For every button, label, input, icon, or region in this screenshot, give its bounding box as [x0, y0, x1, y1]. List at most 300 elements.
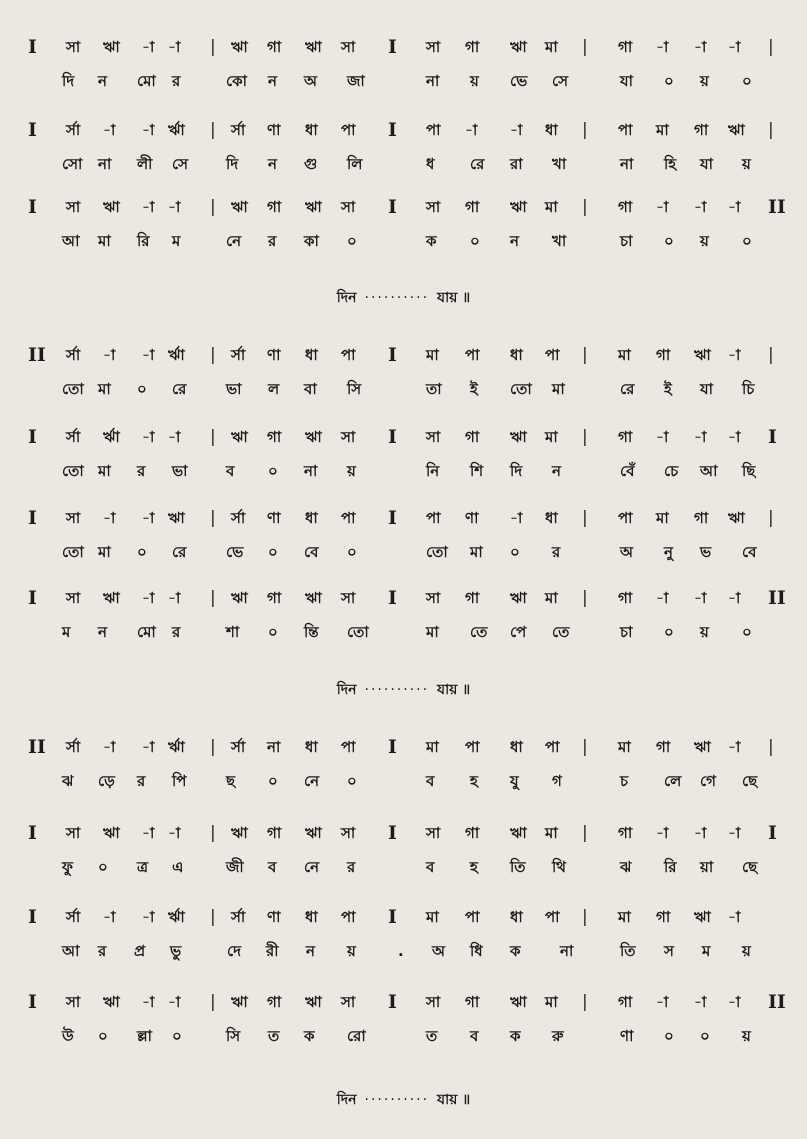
lyric-syllable: না [426, 72, 440, 90]
lyric-syllable: তি [510, 858, 526, 876]
lyric-syllable: নে [304, 772, 320, 790]
division-mark: | [582, 427, 588, 447]
note: সা [426, 824, 441, 842]
lyric-syllable: ক [304, 1027, 315, 1045]
lyric-syllable: ন [552, 462, 561, 480]
division-mark: | [210, 508, 216, 528]
lyric-syllable: র [347, 858, 356, 876]
lyric-syllable: য় [700, 623, 709, 641]
lyric-syllable: র [137, 462, 146, 480]
note: পা [465, 738, 480, 756]
double-barline-mark: II [28, 344, 46, 366]
lyric-syllable: চা [620, 232, 633, 250]
lyric-syllable: তা [426, 380, 442, 398]
lyric-syllable: গু [304, 155, 318, 173]
note: সা [341, 824, 356, 842]
lyric-syllable: ভা [172, 462, 188, 480]
lyric-syllable: রে [172, 543, 187, 561]
sustain-note: -া [103, 346, 116, 364]
lyric-syllable: ড়ে [98, 772, 115, 790]
note: গা [618, 198, 633, 216]
barline-mark: I [388, 991, 397, 1013]
lyric-syllable: সে [552, 72, 568, 90]
note: মা [545, 824, 558, 842]
lyric-syllable: ০ [268, 462, 278, 480]
lyric-syllable: সি [226, 1027, 241, 1045]
lyric-syllable: ধি [470, 942, 483, 960]
note: ণা [267, 908, 281, 926]
lyric-syllable: নে [226, 232, 242, 250]
lyric-syllable: আ [700, 462, 718, 480]
note: ণা [465, 509, 479, 527]
lyric-syllable: র [552, 543, 561, 561]
note: র্সা [231, 908, 246, 926]
note: ণা [267, 509, 281, 527]
note: সা [341, 198, 356, 216]
note: ঋা [103, 993, 120, 1011]
lyric-syllable: ভে [226, 543, 244, 561]
lyric-syllable: দি [62, 72, 75, 90]
division-mark: | [768, 737, 774, 757]
lyric-syllable: ০ [742, 623, 752, 641]
lyric-syllable: দে [227, 942, 241, 960]
lyric-syllable: রী [266, 942, 279, 960]
lyric-syllable: ০ [347, 772, 357, 790]
lyric-syllable: হি [664, 155, 677, 173]
lyric-syllable: ০ [470, 232, 480, 250]
note: মা [545, 993, 558, 1011]
lyric-syllable: ছে [742, 772, 758, 790]
lyric-syllable: ভা [226, 380, 242, 398]
note: গা [465, 589, 480, 607]
lyric-syllable: রে [172, 380, 187, 398]
note: মা [545, 428, 558, 446]
lyric-syllable: তো [62, 380, 84, 398]
lyric-syllable: অ [620, 543, 633, 561]
lyric-syllable: তো [426, 543, 448, 561]
note: সা [341, 993, 356, 1011]
lyric-syllable: ০ [664, 72, 674, 90]
lyric-syllable: নু [664, 543, 673, 561]
lyric-syllable: তি [620, 942, 636, 960]
note: গা [618, 993, 633, 1011]
barline-mark: I [28, 119, 37, 141]
sustain-note: -া [142, 509, 155, 527]
lyric-syllable: দি [226, 155, 239, 173]
note: সা [426, 38, 441, 56]
refrain-end: যায় ॥ [437, 1092, 471, 1108]
lyric-syllable: লী [137, 155, 153, 173]
sustain-note: -া [103, 738, 116, 756]
lyric-syllable: কো [226, 72, 247, 90]
lyric-syllable: ঝ [620, 858, 632, 876]
lyric-syllable: চে [664, 462, 679, 480]
note: ঋা [305, 589, 322, 607]
note: পা [341, 346, 356, 364]
lyric-syllable: য়া [700, 858, 714, 876]
note: ধা [305, 738, 318, 756]
barline-mark: I [28, 587, 37, 609]
lyric-syllable: ন্তি [304, 623, 319, 641]
sustain-note: -া [142, 738, 155, 756]
lyric-syllable: হ [470, 858, 478, 876]
lyric-line [0, 855, 807, 881]
note: ধা [510, 908, 523, 926]
notation-line [0, 425, 807, 451]
note: সা [341, 38, 356, 56]
barline-mark: I [388, 822, 397, 844]
division-mark: | [210, 197, 216, 217]
note: র্সা [66, 738, 81, 756]
lyric-syllable: ক [510, 942, 521, 960]
lyric-line [0, 540, 807, 566]
barline-mark: I [28, 822, 37, 844]
sustain-note: -া [103, 121, 116, 139]
division-mark: | [210, 345, 216, 365]
note: র্ঋা [168, 908, 185, 926]
lyric-syllable: ০ [347, 543, 357, 561]
refrain-line [0, 288, 807, 308]
note: র্সা [231, 738, 246, 756]
lyric-syllable: য় [347, 942, 356, 960]
lyric-syllable: ই [470, 380, 478, 398]
note: ঋা [728, 509, 745, 527]
note: ধা [545, 509, 558, 527]
lyric-syllable: দি [510, 462, 523, 480]
sustain-note: -া [656, 38, 669, 56]
lyric-syllable: ত্র [137, 858, 149, 876]
lyric-syllable: স [664, 942, 674, 960]
note: ঋা [305, 824, 322, 842]
refrain-end: যায় ॥ [437, 682, 471, 698]
sustain-note: -া [142, 428, 155, 446]
sustain-note: -া [728, 346, 741, 364]
lyric-syllable: র [98, 942, 107, 960]
lyric-syllable: ক [510, 1027, 521, 1045]
sustain-note: -া [142, 38, 155, 56]
lyric-syllable: বে [742, 543, 757, 561]
barline-mark: I [388, 906, 397, 928]
lyric-syllable: রা [510, 155, 523, 173]
note: গা [618, 428, 633, 446]
note: ঋা [510, 993, 527, 1011]
notation-line [0, 735, 807, 761]
note: ঋা [305, 428, 322, 446]
refrain-line [0, 1090, 807, 1110]
note: ধা [510, 346, 523, 364]
note: ঋা [168, 509, 185, 527]
lyric-syllable: ব [426, 858, 435, 876]
lyric-syllable: র [137, 772, 146, 790]
note: গা [465, 993, 480, 1011]
barline-mark: I [388, 736, 397, 758]
note: র্ঋা [168, 121, 185, 139]
lyric-syllable: ০ [98, 858, 108, 876]
note: ঋা [103, 589, 120, 607]
note: গা [267, 428, 282, 446]
lyric-syllable: ০ [510, 543, 520, 561]
lyric-syllable: আ [62, 942, 80, 960]
note: গা [694, 509, 709, 527]
note: ঋা [231, 38, 248, 56]
note: ঋা [103, 824, 120, 842]
division-mark: | [582, 345, 588, 365]
barline-mark: I [388, 36, 397, 58]
lyric-syllable: ছি [742, 462, 756, 480]
lyric-syllable: ন [268, 155, 277, 173]
refrain-start: দিন [336, 1092, 357, 1108]
note: গা [656, 908, 671, 926]
note: ঋা [510, 428, 527, 446]
lyric-line [0, 459, 807, 485]
division-mark: | [210, 737, 216, 757]
division-mark: | [210, 823, 216, 843]
note: মা [545, 198, 558, 216]
note: না [267, 738, 281, 756]
division-mark: | [768, 37, 774, 57]
lyric-syllable: বা [304, 380, 317, 398]
sustain-note: -া [728, 38, 741, 56]
note: গা [656, 738, 671, 756]
barline-mark: I [28, 426, 37, 448]
lyric-syllable: ন [98, 623, 107, 641]
lyric-syllable: যু [510, 772, 519, 790]
note: মা [545, 38, 558, 56]
note: ণা [267, 121, 281, 139]
note: ধা [305, 121, 318, 139]
barline-mark: I [28, 36, 37, 58]
sustain-note: -া [168, 589, 181, 607]
division-mark: | [582, 992, 588, 1012]
note: পা [426, 509, 441, 527]
lyric-syllable: না [304, 462, 318, 480]
note: সা [426, 589, 441, 607]
lyric-syllable: তো [510, 380, 532, 398]
note: ধা [305, 509, 318, 527]
lyric-syllable: পি [172, 772, 187, 790]
division-mark: | [210, 120, 216, 140]
lyric-syllable: র [268, 232, 277, 250]
division-mark: | [582, 737, 588, 757]
note: পা [618, 121, 633, 139]
barline-mark: I [388, 344, 397, 366]
lyric-syllable: অ [432, 942, 445, 960]
refrain-end: যায় ॥ [437, 290, 471, 306]
lyric-syllable: এ [172, 858, 184, 876]
lyric-syllable: মো [137, 623, 156, 641]
lyric-syllable: মো [137, 72, 156, 90]
note: সা [66, 198, 81, 216]
lyric-syllable: রে [620, 380, 635, 398]
note: র্সা [231, 121, 246, 139]
barline-mark: I [388, 587, 397, 609]
lyric-syllable: ০ [664, 232, 674, 250]
sustain-note: -া [728, 738, 741, 756]
note: সা [66, 589, 81, 607]
sustain-note: -া [142, 824, 155, 842]
note: ঋা [694, 908, 711, 926]
lyric-syllable: লে [664, 772, 682, 790]
note: পা [618, 509, 633, 527]
lyric-syllable: ভ [700, 543, 712, 561]
lyric-syllable: মা [552, 380, 565, 398]
lyric-syllable: ন [510, 232, 519, 250]
lyric-syllable: ম [172, 232, 181, 250]
notation-line [0, 343, 807, 369]
sustain-note: -া [142, 589, 155, 607]
double-barline-mark: II [768, 587, 786, 609]
lyric-line [0, 69, 807, 95]
lyric-syllable: চা [620, 623, 633, 641]
notation-line [0, 506, 807, 532]
note: ঋা [231, 589, 248, 607]
note: র্ঋা [168, 346, 185, 364]
sustain-note: -া [510, 509, 523, 527]
sustain-note: -া [510, 121, 523, 139]
division-mark: | [768, 345, 774, 365]
note: ঋা [305, 38, 322, 56]
lyric-syllable: য় [742, 1027, 751, 1045]
lyric-syllable: না [620, 155, 634, 173]
sustain-note: -া [168, 198, 181, 216]
sustain-note: -া [142, 993, 155, 1011]
notation-line [0, 35, 807, 61]
division-mark: | [582, 120, 588, 140]
note: মা [656, 509, 669, 527]
sustain-note: -া [694, 824, 707, 842]
lyric-syllable: রু [552, 1027, 564, 1045]
lyric-syllable: বে [304, 543, 319, 561]
lyric-syllable: সো [62, 155, 83, 173]
lyric-syllable: র [172, 623, 181, 641]
note: সা [66, 38, 81, 56]
lyric-syllable: ন [268, 72, 277, 90]
sustain-note: -া [694, 38, 707, 56]
sustain-note: -া [168, 428, 181, 446]
lyric-line [0, 377, 807, 403]
lyric-syllable: গে [700, 772, 716, 790]
note: ঋা [510, 589, 527, 607]
lyric-syllable: ছে [742, 858, 758, 876]
sustain-note: -া [694, 428, 707, 446]
division-mark: | [210, 588, 216, 608]
lyric-syllable: য় [742, 155, 751, 173]
lyric-syllable: না [98, 155, 112, 173]
note: সা [426, 993, 441, 1011]
note: সা [66, 824, 81, 842]
lyric-syllable: ত [268, 1027, 280, 1045]
lyric-syllable: ০ [700, 1027, 710, 1045]
lyric-syllable: ০ [137, 543, 147, 561]
lyric-syllable: চি [742, 380, 755, 398]
sustain-note: -া [656, 198, 669, 216]
note: মা [618, 346, 631, 364]
note: ঋা [305, 198, 322, 216]
lyric-syllable: খা [552, 232, 567, 250]
note: ধা [305, 908, 318, 926]
note: গা [465, 198, 480, 216]
note: র্ঋা [168, 738, 185, 756]
note: গা [694, 121, 709, 139]
lyric-syllable: ০ [347, 232, 357, 250]
note: পা [341, 908, 356, 926]
double-barline-mark: II [28, 736, 46, 758]
note: মা [618, 908, 631, 926]
refrain-dots: ·········· [364, 1092, 430, 1108]
note: ঋা [305, 993, 322, 1011]
note: ঋা [103, 38, 120, 56]
barline-mark: I [768, 822, 777, 844]
lyric-syllable: তো [62, 543, 84, 561]
note: পা [545, 908, 560, 926]
note: ঋা [510, 824, 527, 842]
sustain-note: -া [728, 993, 741, 1011]
note: মা [426, 908, 439, 926]
lyric-syllable: ল [268, 380, 280, 398]
note: র্সা [66, 121, 81, 139]
note: গা [267, 993, 282, 1011]
lyric-syllable: ভে [510, 72, 528, 90]
lyric-syllable: র [172, 72, 181, 90]
note: সা [341, 589, 356, 607]
barline-mark: I [28, 507, 37, 529]
sustain-note: -া [142, 121, 155, 139]
sustain-note: -া [656, 824, 669, 842]
note: পা [341, 121, 356, 139]
division-mark: | [582, 508, 588, 528]
barline-mark: I [388, 426, 397, 448]
division-mark: | [582, 37, 588, 57]
lyric-syllable: সে [172, 155, 188, 173]
note: ঋা [103, 198, 120, 216]
lyric-syllable: ০ [98, 1027, 108, 1045]
lyric-syllable: ব [470, 1027, 479, 1045]
lyric-syllable: শা [226, 623, 240, 641]
note: ঋা [231, 428, 248, 446]
sustain-note: -া [142, 198, 155, 216]
sustain-note: -া [656, 589, 669, 607]
notation-line [0, 821, 807, 847]
double-barline-mark: II [768, 991, 786, 1013]
lyric-syllable: নে [304, 858, 320, 876]
note: সা [66, 993, 81, 1011]
note: মা [426, 346, 439, 364]
note: পা [465, 346, 480, 364]
note: ঋা [694, 346, 711, 364]
note: ঋা [510, 198, 527, 216]
lyric-syllable: গ [552, 772, 562, 790]
lyric-syllable: চ [620, 772, 629, 790]
note: র্সা [231, 509, 246, 527]
sustain-note: -া [656, 993, 669, 1011]
note: র্ঋা [103, 428, 120, 446]
note: ধা [305, 346, 318, 364]
lyric-syllable: য় [700, 232, 709, 250]
note: পা [341, 738, 356, 756]
lyric-line [0, 939, 807, 965]
sustain-note: -া [656, 428, 669, 446]
lyric-syllable: . [398, 942, 404, 960]
note: র্সা [231, 346, 246, 364]
note: গা [618, 589, 633, 607]
lyric-syllable: ব [226, 462, 235, 480]
lyric-syllable: মা [470, 543, 483, 561]
refrain-dots: ·········· [364, 290, 430, 306]
barline-mark: I [768, 426, 777, 448]
double-barline-mark: II [768, 196, 786, 218]
refrain-line [0, 680, 807, 700]
lyric-syllable: ন [306, 942, 315, 960]
